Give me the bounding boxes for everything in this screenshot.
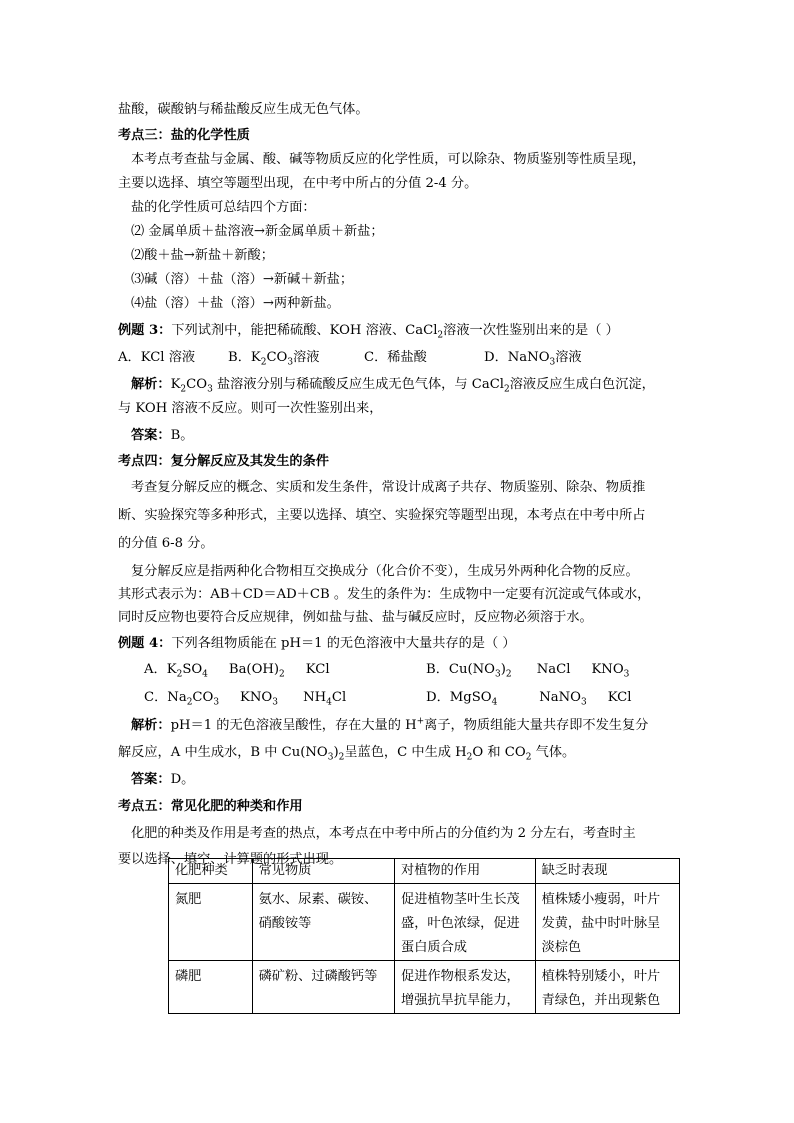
table-cell: 氨水、尿素、碳铵、硝酸铵等 <box>252 884 394 961</box>
section-3-para-2: 盐的化学性质可总结四个方面： <box>131 200 316 215</box>
example-3-answer <box>118 424 683 448</box>
answer-value: B。 <box>170 428 194 443</box>
option-d: D．NaNO$_3$溶液 <box>484 350 582 368</box>
table-cell: 氮肥 <box>169 884 253 961</box>
option-a: A．$K_2SO_4$ $Ba(OH)_2$ KCl <box>144 662 330 680</box>
intro-line: 盐酸，碳酸钠与稀盐酸反应生成无色气体。 <box>118 102 369 117</box>
option-a: A．KCl 溶液 <box>118 350 196 365</box>
document-page <box>118 98 683 872</box>
option-d: D．MgSO$_4$ NaNO$_3$ KCl <box>426 690 632 708</box>
example-4-analysis: 解析：pH＝1 的无色溶液呈酸性，存在大量的 H+离子，物质组能大量共存即不发生复分 <box>131 716 649 733</box>
example-3-q1: 下列试剂中，能把稀硫酸、KOH 溶液、CaCl <box>171 323 438 338</box>
table-cell: 磷矿粉、过磷酸钙等 <box>252 961 394 1014</box>
section-4-para-1a: 考查复分解反应的概念、实质和发生条件，常设计成离子共存、物质鉴别、除杂、物质推 <box>131 480 646 495</box>
table-cell: 促进植物茎叶生长茂盛，叶色浓绿，促进蛋白质合成 <box>395 884 536 961</box>
fertilizer-table <box>168 858 680 1014</box>
section-4-para-1c: 的分值 6-8 分。 <box>118 536 214 551</box>
option-b: B．$K_2CO_3$溶液 <box>228 350 320 368</box>
section-4-para-2b: 其形式表示为：AB＋CD＝AD＋CB 。发生的条件为：生成物中一定要有沉淀或气体或水， <box>118 587 651 602</box>
salt-property-3: ⑶碱（溶）＋盐（溶）→新碱＋新盐； <box>131 272 354 287</box>
section-5-title: 考点五：常见化肥的种类和作用 <box>118 799 303 814</box>
example-4-options-cd <box>118 684 683 712</box>
example-3-analysis-2: 与 KOH 溶液不反应。则可一次性鉴别出来， <box>118 401 383 416</box>
example-4-options-ab <box>118 656 683 684</box>
section-4-title: 考点四：复分解反应及其发生的条件 <box>118 454 329 469</box>
table-header-cell: 化肥种类 <box>169 859 253 884</box>
table-cell: 磷肥 <box>169 961 253 1014</box>
example-4-answer <box>118 766 683 793</box>
section-4-para-2a: 复分解反应是指两种化合物相互交换成分（化合价不变），生成另外两种化合物的反应。 <box>131 564 639 579</box>
analysis-label: 解析： <box>131 377 171 392</box>
example-4-analysis-2: 解反应，A 中生成水，B 中 $Cu(NO_3)_2$呈蓝色，C 中生成 $H_2O$ 和 $CO_2$ 气体。 <box>118 745 576 763</box>
salt-property-1: ⑵ 金属单质＋盐溶液→新金属单质＋新盐； <box>131 224 384 239</box>
table-header-row <box>169 859 680 884</box>
section-5-para-1a: 化肥的种类及作用是考查的热点，本考点在中考中所占的分值约为 2 分左右，考查时主 <box>131 826 636 841</box>
table-cell: 植株矮小瘦弱，叶片发黄，盐中时叶脉呈淡棕色 <box>535 884 679 961</box>
table-row <box>169 961 680 1014</box>
section-3-para-1a: 本考点考查盐与金属、酸、碱等物质反应的化学性质，可以除杂、物质鉴别等性质呈现， <box>131 152 646 167</box>
example-4-label: 例题 4： <box>118 636 172 651</box>
salt-property-4: ⑷盐（溶）＋盐（溶）→两种新盐。 <box>131 296 340 311</box>
section-4-para-2c: 同时反应物也要符合反应规律，例如盐与盐、盐与碱反应时，反应物必须溶于水。 <box>118 610 593 625</box>
table-cell: 促进作物根系发达，增强抗旱抗旱能力， <box>395 961 536 1014</box>
example-3-options <box>118 346 683 370</box>
example-3-q2: 溶液一次性鉴别出来的是（ ） <box>443 323 619 338</box>
example-3-label: 例题 3： <box>118 323 172 338</box>
table-header-cell: 对植物的作用 <box>395 859 536 884</box>
section-3-title: 考点三：盐的化学性质 <box>118 128 250 143</box>
salt-property-2: ⑵酸＋盐→新盐＋新酸； <box>131 248 274 263</box>
option-b: B．$Cu(NO_3)_2$ NaCl $KNO_3$ <box>426 662 630 680</box>
answer-label: 答案： <box>131 772 171 787</box>
analysis-label: 解析： <box>131 718 171 733</box>
example-3-analysis: 解析：$K_2CO_3$ 盐溶液分别与稀硫酸反应生成无色气体，与 CaCl$_2$溶液反应生成白色沉淀， <box>131 377 655 395</box>
table-header-cell: 缺乏时表现 <box>535 859 679 884</box>
example-3-question: 例题 3：下列试剂中，能把稀硫酸、KOH 溶液、CaCl$_2$溶液一次性鉴别出来的是（ ） <box>118 323 619 341</box>
table-row <box>169 884 680 961</box>
section-3-para-1b: 主要以选择、填空等题型出现，在中考中所占的分值 2-4 分。 <box>118 176 478 191</box>
example-4-q: 下列各组物质能在 pH＝1 的无色溶液中大量共存的是（ ） <box>171 636 516 651</box>
answer-label: 答案： <box>131 428 171 443</box>
option-c: C．稀盐酸 <box>364 350 427 365</box>
table-cell: 植株特别矮小，叶片青绿色，并出现紫色 <box>535 961 679 1014</box>
answer-value: D。 <box>170 772 195 787</box>
option-c: C．$Na_2CO_3$ $KNO_3$ $NH_4Cl$ <box>144 690 347 708</box>
section-4-para-1b: 断、实验探究等多种形式，主要以选择、填空、实验探究等题型出现，本考点在中考中所占 <box>118 508 646 523</box>
table-header-cell: 常见物质 <box>252 859 394 884</box>
section-5-para-1b: 要以选择、填空、计算题的形式出现。 <box>118 852 343 867</box>
example-4-question <box>118 632 683 656</box>
